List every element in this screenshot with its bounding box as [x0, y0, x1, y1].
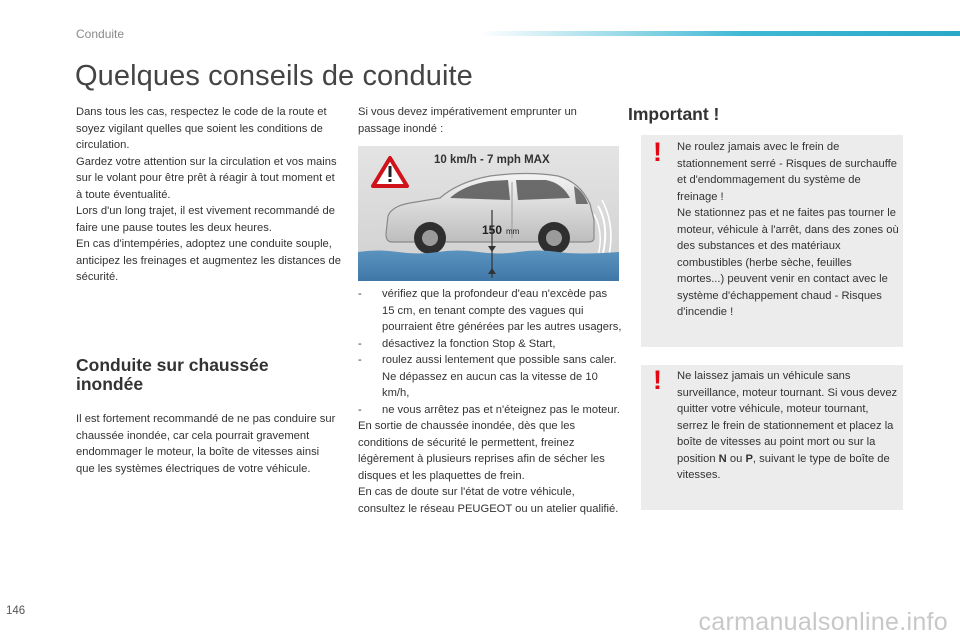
- after-flood-paragraph: En sortie de chaussée inondée, dès que les conditions de sécurité le permettent, freinez légèrement à plusieurs reprises afin de sécher les disques et les plaquettes de frein.: [358, 420, 605, 482]
- watermark: carmanualsonline.info: [698, 608, 948, 636]
- intro-text: [76, 104, 341, 286]
- warning-text-part: Ne laissez jamais un véhicule sans surveillance, moteur tournant. Si vous devez quitter votre véhicule, moteur tournant, serrez le frein de stationnement et placez la boîte de vitesses au point mort ou sur la position: [677, 370, 898, 465]
- depth-value: 150: [482, 223, 503, 237]
- list-item: [358, 352, 622, 402]
- bullet-text: désactivez la fonction Stop & Start,: [382, 337, 556, 350]
- bullet-text: roulez aussi lentement que possible sans caler. Ne dépassez en aucun cas la vitesse de 10 km/h,: [382, 354, 617, 399]
- must-cross-paragraph: Si vous devez impérativement emprunter un passage inondé :: [358, 106, 577, 135]
- exclamation-icon: !: [653, 365, 662, 395]
- intro-paragraph: En cas d'intempéries, adoptez une conduite souple, anticipez les freinages et augmentez les distances de sécurité.: [76, 238, 341, 283]
- warning-text-part: ou: [726, 452, 746, 465]
- page-number: 146: [6, 605, 26, 617]
- list-item: [358, 336, 622, 353]
- intro-paragraph: Lors d'un long trajet, il est vivement recommandé de faire une pause toutes les deux heures.: [76, 205, 335, 234]
- flooded-intro-text: Il est fortement recommandé de ne pas conduire sur chaussée inondée, car cela pourrait gravement endommager le moteur, la boîte de vitesses ainsi que les systèmes électriques de votre véhicule.: [76, 413, 336, 475]
- header-accent-bar: [480, 31, 960, 36]
- depth-unit: mm: [506, 227, 520, 236]
- important-heading: Important !: [628, 104, 720, 124]
- warning-paragraph: Ne roulez jamais avec le frein de stationnement serré - Risques de surchauffe et d'endommagement du système de freinage !: [677, 141, 897, 203]
- water-level: [358, 251, 619, 282]
- bullet-dash: -: [358, 403, 362, 416]
- warning-box-parking-brake: [641, 135, 903, 347]
- warning-text: [677, 139, 899, 321]
- speed-limit-label: 10 km/h - 7 mph MAX: [434, 154, 550, 166]
- page-title: Quelques conseils de conduite: [75, 60, 473, 92]
- flooded-road-heading: [76, 356, 336, 394]
- bullet-dash: -: [358, 354, 362, 366]
- gear-position-p: P: [745, 452, 753, 465]
- bullet-dash: -: [358, 337, 362, 350]
- bullet-text: vérifiez que la profondeur d'eau n'excède pas 15 cm, en tenant compte des vagues qui pourraient être générées par les autres usagers,: [382, 288, 622, 333]
- flooded-instructions: [358, 286, 622, 517]
- bullet-text: ne vous arrêtez pas et n'éteignez pas le moteur.: [382, 403, 620, 416]
- flooded-intro: [76, 411, 336, 477]
- section-label: Conduite: [76, 27, 125, 41]
- warning-text: [677, 368, 899, 484]
- warning-paragraph: Ne stationnez pas et ne faites pas tourner le moteur, véhicule à l'arrêt, dans des zones où des substances et des matériaux combustibles (herbe sèche, feuilles mortes...) peuvent venir en contact avec le système d'échappement chaud - Risques d'incendie !: [677, 207, 899, 318]
- list-item: [358, 286, 622, 336]
- gear-position-n: N: [718, 452, 727, 465]
- warning-text-part: , suivant le type de boîte de vitesses.: [677, 452, 890, 481]
- bullet-dash: -: [358, 288, 362, 300]
- list-item: [358, 402, 622, 419]
- exclamation-icon: !: [653, 137, 662, 167]
- doubt-paragraph: En cas de doute sur l'état de votre véhicule, consultez le réseau PEUGEOT ou un atelier qualifié.: [358, 486, 619, 515]
- flooded-heading-line1: Conduite sur chaussée: [76, 355, 269, 375]
- flooded-heading-line2: inondée: [76, 374, 144, 394]
- flooded-road-illustration: [358, 146, 619, 281]
- intro-paragraph: Dans tous les cas, respectez le code de la route et soyez vigilant quelles que soient les conditions de circulation.: [76, 106, 327, 151]
- must-cross-text: [358, 104, 620, 137]
- warning-box-unattended: [641, 365, 903, 510]
- intro-paragraph: Gardez votre attention sur la circulation et vos mains sur le volant pour être prêt à réagir à tout moment et à toute éventualité.: [76, 155, 337, 201]
